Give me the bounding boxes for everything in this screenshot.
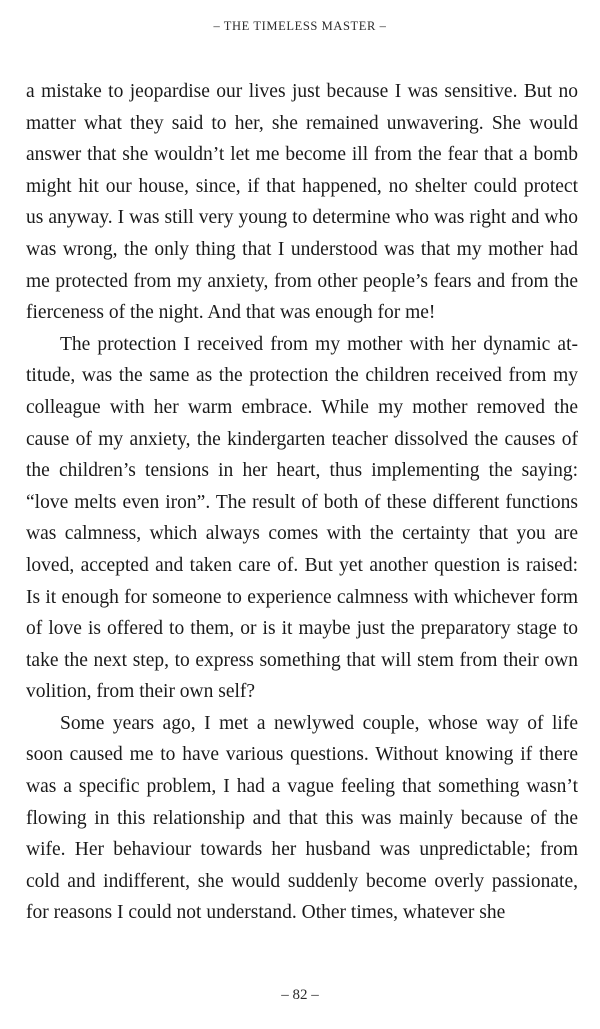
page-number: – 82 – bbox=[281, 987, 319, 1003]
paragraph-protection: The protection I received from my mother with her dynamic attitude, was the same as the protection the children received from my colleague with her warm embrace. While my mother removed the cause of my anxiety, the kindergarten teacher dissolved the causes of the children’s tensions in her heart, thus implementing the saying: “love melts even iron”. The result of both of these different functions was calmness, which always comes with the certainty that you are loved, accepted and taken care of. But yet another question is raised: Is it enough for someone to experience calmness with whichever form of love is offered to them, or is it maybe just the preparatory stage to take the next step, to express something that will stem from their own volition, from their own self? bbox=[26, 333, 578, 703]
body-text bbox=[26, 76, 578, 929]
running-header: – THE TIMELESS MASTER – bbox=[213, 19, 387, 33]
paragraph-continued: a mistake to jeopardise our lives just because I was sensitive. But no matter what they said to her, she remained unwavering. She would answer that she wouldn’t let me become ill from the fear that a bomb might hit our house, since, if that happened, no shelter could protect us anyway. I was still very young to determine who was right and who was wrong, the only thing that I understood was that my mother had me protected from my anxiety, from other people’s fears and from the fierceness of the night. And that was enough for me! bbox=[26, 81, 578, 324]
paragraph-newlywed-couple: Some years ago, I met a newlywed couple, whose way of life soon caused me to have various questions. Without knowing if there was a specific problem, I had a vague feeling that something wasn’t flowing in this relationship and that this was mainly because of the wife. Her behaviour towards her husband was unpredictable; from cold and indifferent, she would suddenly become overly passionate, for reasons I could not understand. Other times, whatever she bbox=[26, 712, 578, 924]
